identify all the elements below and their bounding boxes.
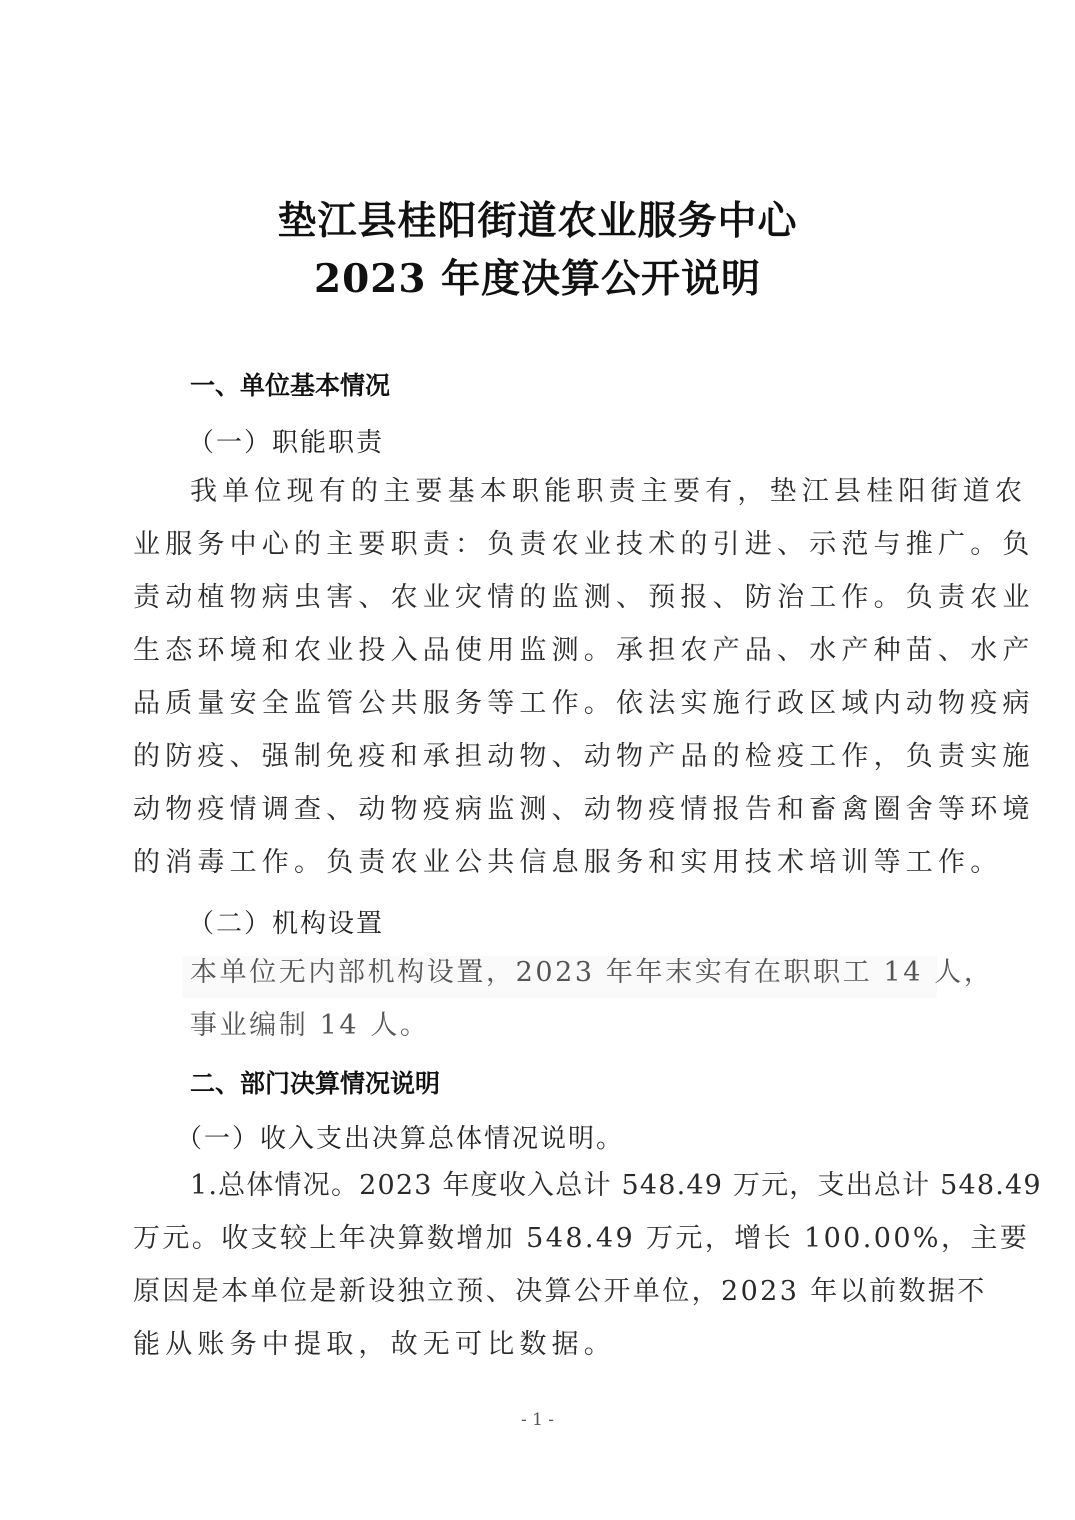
paragraph-line: 原因是本单位是新设独立预、决算公开单位，2023 年以前数据不: [133, 1276, 987, 1307]
document-title-line2: 2023 年度决算公开说明: [313, 256, 762, 302]
paragraph-line: 万元。收支较上年决算数增加 548.49 万元，增长 100.00%，主要: [133, 1223, 1030, 1254]
paragraph-line: 品质量安全监管公共服务等工作。依法实施行政区域内动物疫病: [133, 688, 1035, 719]
paragraph-line: 事业编制 14 人。: [190, 1010, 430, 1041]
document-title-line1: 垫江县桂阳街道农业服务中心: [277, 198, 798, 244]
paragraph-line: 责动植物病虫害、农业灾情的监测、预报、防治工作。负责农业: [133, 582, 1035, 613]
subheading-income-expenditure: （一）收入支出决算总体情况说明。: [176, 1124, 625, 1154]
paragraph-line: 的消毒工作。负责农业公共信息服务和实用技术培训等工作。: [133, 847, 1003, 878]
subheading-organization: （二）机构设置: [188, 909, 385, 939]
paragraph-line: 动物疫情调查、动物疫病监测、动物疫情报告和畜禽圈舍等环境: [133, 794, 1035, 825]
paragraph-line: 业服务中心的主要职责：负责农业技术的引进、示范与推广。负: [133, 529, 1035, 560]
paragraph-line: 能从账务中提取，故无可比数据。: [133, 1329, 616, 1360]
paragraph-line: 的防疫、强制免疫和承担动物、动物产品的检疫工作，负责实施: [133, 741, 1035, 772]
section-heading-basic-info: 一、单位基本情况: [190, 371, 391, 400]
paragraph-line: 1.总体情况。2023 年度收入总计 548.49 万元，支出总计 548.49: [190, 1170, 1042, 1201]
paragraph-line: 本单位无内部机构设置，2023 年年末实有在职职工 14 人，: [190, 957, 994, 988]
paragraph-line: 我单位现有的主要基本职能职责主要有，垫江县桂阳街道农: [190, 476, 1028, 507]
paragraph-line: 生态环境和农业投入品使用监测。承担农产品、水产种苗、水产: [133, 635, 1035, 666]
subheading-duties: （一）职能职责: [188, 428, 385, 458]
section-heading-final-accounts: 二、部门决算情况说明: [190, 1069, 441, 1098]
page-number: - 1 -: [520, 1410, 555, 1430]
